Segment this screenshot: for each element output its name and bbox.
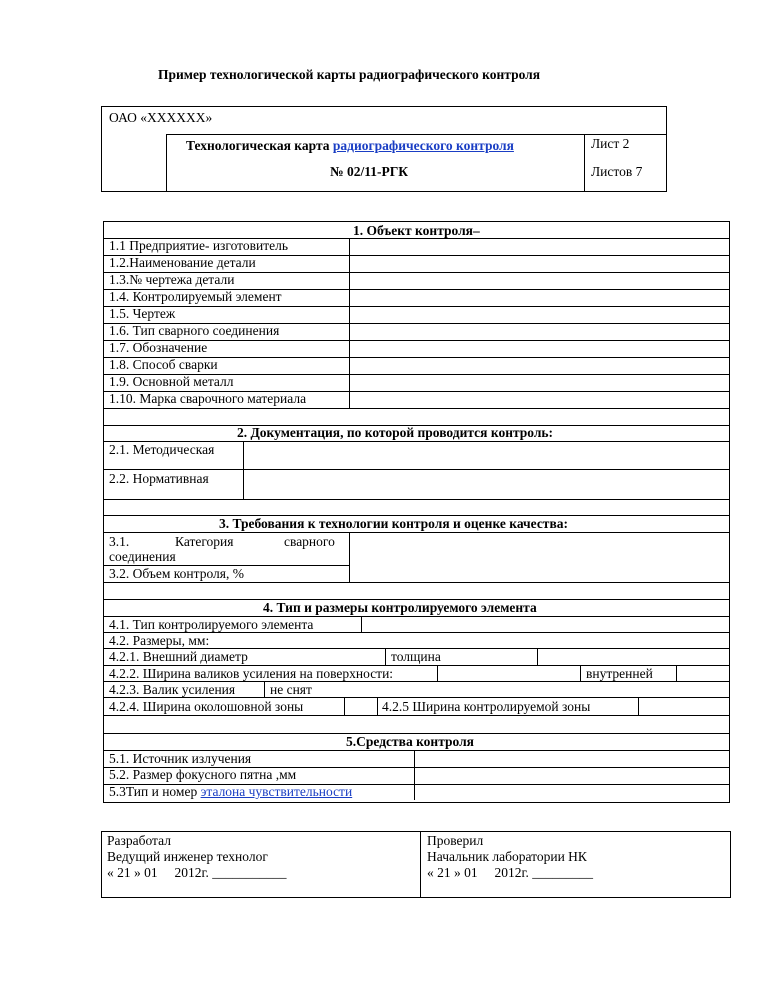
checker-role: Начальник лаборатории НК (427, 849, 587, 864)
s1-row-10: 1.10. Марка сварочного материала (109, 391, 307, 406)
checked-label: Проверил (427, 833, 484, 848)
s1-row-7: 1.7. Обозначение (109, 340, 208, 355)
page-title: Пример технологической карты радиографического контроля (158, 67, 541, 82)
s4-row-1: 4.1. Тип контролируемого элемента (109, 617, 314, 632)
s4-row-4b: внутренней (586, 666, 653, 681)
s4-row-6a: 4.2.4. Ширина околошовной зоны (109, 699, 304, 714)
card-title: Технологическая карта радиографического контроля (186, 138, 514, 153)
developer-role: Ведущий инженер технолог (107, 849, 268, 864)
s1-row-1: 1.1 Предприятие- изготовитель (109, 238, 289, 253)
developer-date: « 21 » 01 2012г. ___________ (107, 865, 287, 880)
company-name: ОАО «XXXXXX» (109, 110, 213, 125)
card-title-link[interactable]: радиографического контроля (332, 138, 514, 153)
s4-row-3b: толщина (391, 649, 441, 664)
s1-row-4: 1.4. Контролируемый элемент (109, 289, 282, 304)
section4-title: 4. Тип и размеры контролируемого элемента (263, 600, 537, 615)
s1-row-5: 1.5. Чертеж (109, 306, 176, 321)
s5-row-1: 5.1. Источник излучения (109, 751, 252, 766)
s5-row-3: 5.3Тип и номер эталона чувствительности (109, 784, 353, 799)
s5-row-2: 5.2. Размер фокусного пятна ,мм (109, 767, 297, 782)
s4-row-6b: 4.2.5 Ширина контролируемой зоны (382, 699, 591, 714)
sheets-total: Листов 7 (591, 164, 643, 179)
sheet-number: Лист 2 (591, 136, 630, 151)
section2-title: 2. Документация, по которой проводится контроль: (237, 425, 554, 440)
etalon-link[interactable]: эталона чувствительности (200, 784, 353, 799)
section5-title: 5.Средства контроля (346, 734, 474, 749)
s3-row-1-num: 3.1. (109, 534, 130, 549)
s4-row-5b: не снят (270, 682, 312, 697)
s4-row-2: 4.2. Размеры, мм: (109, 633, 210, 648)
s2-row-2: 2.2. Нормативная (109, 471, 209, 486)
section1-title: 1. Объект контроля– (353, 223, 480, 238)
s3-row-1-word: Категория (175, 534, 234, 549)
s1-row-9: 1.9. Основной металл (109, 374, 234, 389)
s4-row-5a: 4.2.3. Валик усиления (109, 682, 236, 697)
checker-date: « 21 » 01 2012г. _________ (427, 865, 594, 880)
s1-row-6: 1.6. Тип сварного соединения (109, 323, 280, 338)
s3-row-1-word2: сварного (284, 534, 335, 549)
s3-row-1-cont: соединения (109, 549, 176, 564)
s1-row-8: 1.8. Способ сварки (109, 357, 218, 372)
s4-row-4a: 4.2.2. Ширина валиков усиления на поверхности: (109, 666, 394, 681)
s2-row-1: 2.1. Методическая (109, 442, 215, 457)
s1-row-2: 1.2.Наименование детали (109, 255, 256, 270)
s3-row-2: 3.2. Объем контроля, % (109, 566, 244, 581)
developed-label: Разработал (107, 833, 171, 848)
card-number: № 02/11-РГК (330, 164, 409, 179)
section3-title: 3. Требования к технологии контроля и оценке качества: (219, 516, 568, 531)
s1-row-3: 1.3.№ чертежа детали (109, 272, 235, 287)
s4-row-3a: 4.2.1. Внешний диаметр (109, 649, 248, 664)
